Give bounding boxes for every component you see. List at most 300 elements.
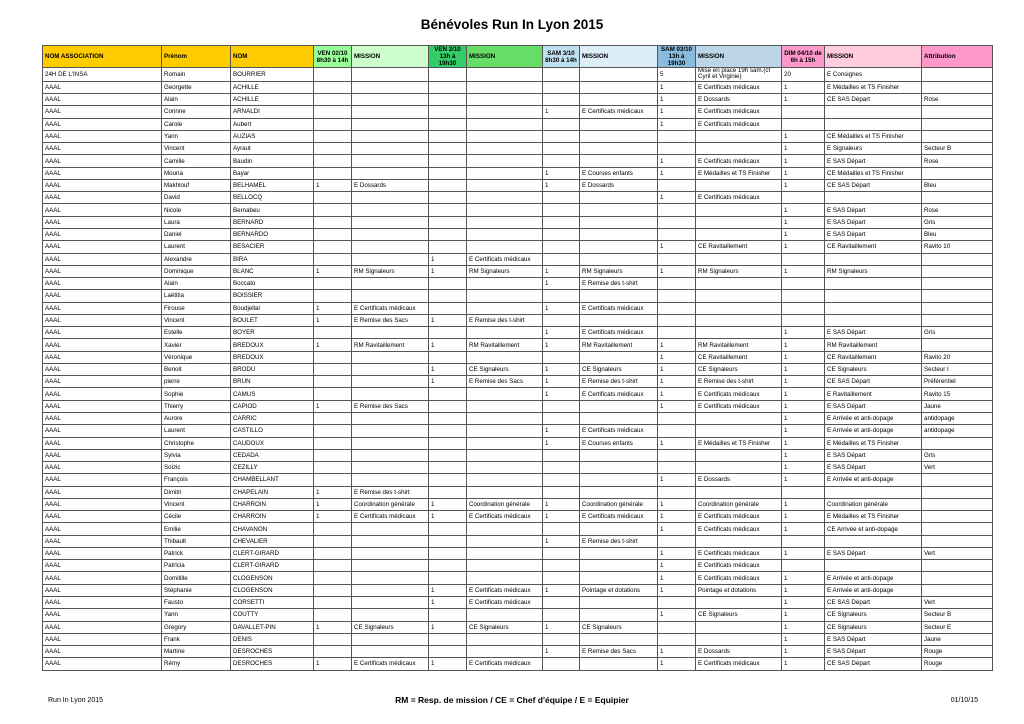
table-cell: AAAL bbox=[43, 621, 162, 633]
table-cell bbox=[658, 596, 696, 608]
table-cell bbox=[352, 412, 429, 424]
table-cell bbox=[696, 425, 782, 437]
header-row bbox=[43, 46, 993, 68]
table-cell bbox=[543, 81, 580, 93]
table-cell bbox=[429, 278, 467, 290]
table-cell bbox=[467, 523, 543, 535]
table-cell bbox=[658, 486, 696, 498]
table-row bbox=[43, 351, 993, 363]
table-cell: AAAL bbox=[43, 253, 162, 265]
column-header: VEN 2/10 13h à 19h30 bbox=[429, 46, 467, 68]
table-cell bbox=[580, 523, 658, 535]
column-header: SAM 03/10 13h à 19h30 bbox=[658, 46, 696, 68]
table-cell: 1 bbox=[782, 596, 825, 608]
table-cell bbox=[696, 130, 782, 142]
table-row bbox=[43, 94, 993, 106]
table-cell bbox=[467, 572, 543, 584]
table-cell: 1 bbox=[429, 314, 467, 326]
table-cell: 1 bbox=[658, 167, 696, 179]
table-cell bbox=[467, 425, 543, 437]
table-cell bbox=[314, 290, 352, 302]
table-cell bbox=[922, 486, 993, 498]
table-cell bbox=[429, 646, 467, 658]
table-cell: AAAL bbox=[43, 633, 162, 645]
table-cell: CAUDOUX bbox=[231, 437, 314, 449]
table-row bbox=[43, 596, 993, 608]
table-cell bbox=[467, 216, 543, 228]
table-cell: BLANC bbox=[231, 265, 314, 277]
table-cell: RM Ravitaillement bbox=[825, 339, 922, 351]
table-cell: E Courses enfants bbox=[580, 167, 658, 179]
table-cell: Vert bbox=[922, 462, 993, 474]
table-cell bbox=[543, 560, 580, 572]
table-cell: 1 bbox=[782, 449, 825, 461]
table-cell bbox=[580, 192, 658, 204]
table-cell: Martine bbox=[162, 646, 231, 658]
table-cell: Vert bbox=[922, 547, 993, 559]
table-cell: 1 bbox=[782, 241, 825, 253]
table-cell bbox=[543, 596, 580, 608]
table-cell: E Certificats médicaux bbox=[467, 253, 543, 265]
table-cell bbox=[825, 192, 922, 204]
table-cell: 1 bbox=[782, 167, 825, 179]
table-cell: Pointage et dotations bbox=[580, 584, 658, 596]
table-cell: CHEVALIER bbox=[231, 535, 314, 547]
table-cell: CE Signaleurs bbox=[825, 609, 922, 621]
table-cell bbox=[696, 204, 782, 216]
table-cell: BELHAMEL bbox=[231, 179, 314, 191]
table-cell: E Certificats médicaux bbox=[352, 302, 429, 314]
table-cell: 1 bbox=[782, 351, 825, 363]
table-row bbox=[43, 437, 993, 449]
table-cell bbox=[696, 302, 782, 314]
table-cell: Soizic bbox=[162, 462, 231, 474]
table-cell bbox=[429, 351, 467, 363]
table-cell: BERNARD bbox=[231, 216, 314, 228]
table-cell: Ravito 10 bbox=[922, 241, 993, 253]
table-cell bbox=[352, 229, 429, 241]
table-cell: AAAL bbox=[43, 302, 162, 314]
table-cell: BREDOUX bbox=[231, 339, 314, 351]
table-cell bbox=[314, 547, 352, 559]
table-cell: 1 bbox=[543, 437, 580, 449]
table-cell bbox=[467, 155, 543, 167]
table-cell: Benoit bbox=[162, 363, 231, 375]
table-cell bbox=[314, 130, 352, 142]
table-cell: E Courses enfants bbox=[580, 437, 658, 449]
table-cell: CHAMBELLANT bbox=[231, 474, 314, 486]
table-cell: Rouge bbox=[922, 646, 993, 658]
table-cell: antidopage bbox=[922, 425, 993, 437]
table-cell: E SAS Départ bbox=[825, 646, 922, 658]
table-cell: Christophe bbox=[162, 437, 231, 449]
table-cell bbox=[580, 547, 658, 559]
table-cell: AAAL bbox=[43, 278, 162, 290]
table-cell bbox=[543, 633, 580, 645]
table-cell: 1 bbox=[658, 241, 696, 253]
table-cell bbox=[314, 253, 352, 265]
table-cell bbox=[543, 204, 580, 216]
table-cell bbox=[352, 547, 429, 559]
table-cell bbox=[467, 486, 543, 498]
table-cell: E SAS Départ bbox=[825, 462, 922, 474]
table-cell: Patricia bbox=[162, 560, 231, 572]
table-cell bbox=[429, 192, 467, 204]
table-cell bbox=[658, 253, 696, 265]
table-cell: AAAL bbox=[43, 363, 162, 375]
table-cell bbox=[314, 118, 352, 130]
table-cell: CE SAS Départ bbox=[825, 179, 922, 191]
table-cell: 1 bbox=[543, 388, 580, 400]
table-cell: Mouna bbox=[162, 167, 231, 179]
table-cell: E Dossards bbox=[696, 646, 782, 658]
table-cell: E Dossards bbox=[580, 179, 658, 191]
table-cell: RM Ravitaillement bbox=[467, 339, 543, 351]
table-cell bbox=[352, 646, 429, 658]
table-cell: AAAL bbox=[43, 376, 162, 388]
table-row bbox=[43, 535, 993, 547]
table-cell bbox=[429, 216, 467, 228]
table-cell bbox=[922, 560, 993, 572]
table-cell: Rose bbox=[922, 155, 993, 167]
table-cell bbox=[658, 633, 696, 645]
table-cell: Coordination générale bbox=[580, 498, 658, 510]
table-cell: Rose bbox=[922, 94, 993, 106]
table-cell bbox=[352, 572, 429, 584]
table-cell bbox=[922, 265, 993, 277]
table-cell: E Certificats médicaux bbox=[580, 425, 658, 437]
table-cell bbox=[429, 560, 467, 572]
column-header: NOM ASSOCIATION bbox=[43, 46, 162, 68]
table-cell: AAAL bbox=[43, 547, 162, 559]
table-cell bbox=[658, 425, 696, 437]
table-cell bbox=[922, 523, 993, 535]
table-cell bbox=[696, 179, 782, 191]
table-cell bbox=[580, 290, 658, 302]
table-cell: E Certificats médicaux bbox=[580, 388, 658, 400]
table-cell bbox=[580, 94, 658, 106]
table-cell: 1 bbox=[658, 437, 696, 449]
table-cell bbox=[543, 474, 580, 486]
table-cell bbox=[543, 449, 580, 461]
table-cell bbox=[314, 106, 352, 118]
table-cell bbox=[352, 327, 429, 339]
table-cell: Secteur E bbox=[922, 621, 993, 633]
table-cell bbox=[314, 351, 352, 363]
table-cell: AAAL bbox=[43, 81, 162, 93]
table-cell bbox=[352, 204, 429, 216]
table-cell: E Consignes bbox=[825, 68, 922, 82]
table-cell bbox=[580, 130, 658, 142]
table-cell bbox=[314, 241, 352, 253]
table-cell: E Certificats médicaux bbox=[467, 596, 543, 608]
table-cell: AAAL bbox=[43, 167, 162, 179]
table-row bbox=[43, 658, 993, 670]
table-cell bbox=[580, 118, 658, 130]
table-cell: Laura bbox=[162, 216, 231, 228]
table-cell: Vincent bbox=[162, 498, 231, 510]
table-cell: 1 bbox=[429, 511, 467, 523]
table-cell: RM Signaleurs bbox=[467, 265, 543, 277]
table-cell: AAAL bbox=[43, 118, 162, 130]
table-cell: 1 bbox=[429, 584, 467, 596]
table-cell: AAAL bbox=[43, 596, 162, 608]
table-cell bbox=[467, 143, 543, 155]
table-cell: CEDADA bbox=[231, 449, 314, 461]
table-cell bbox=[543, 130, 580, 142]
table-cell bbox=[658, 290, 696, 302]
table-cell: Nicole bbox=[162, 204, 231, 216]
column-header: MISSION bbox=[696, 46, 782, 68]
table-cell bbox=[467, 302, 543, 314]
table-cell bbox=[922, 253, 993, 265]
table-cell: 1 bbox=[429, 498, 467, 510]
table-cell bbox=[352, 167, 429, 179]
table-cell: CE Signaleurs bbox=[696, 363, 782, 375]
table-row bbox=[43, 290, 993, 302]
table-cell: 1 bbox=[658, 339, 696, 351]
table-cell bbox=[580, 81, 658, 93]
table-cell bbox=[467, 278, 543, 290]
table-cell bbox=[467, 609, 543, 621]
table-cell: 1 bbox=[658, 572, 696, 584]
table-cell: 1 bbox=[782, 229, 825, 241]
table-cell: AAAL bbox=[43, 94, 162, 106]
table-cell bbox=[429, 241, 467, 253]
table-cell: E SAS Départ bbox=[825, 327, 922, 339]
column-header: Attribution bbox=[922, 46, 993, 68]
table-cell: Laurent bbox=[162, 241, 231, 253]
table-cell: Camille bbox=[162, 155, 231, 167]
column-header: DIM 04/10 de 6h à 15h bbox=[782, 46, 825, 68]
table-row bbox=[43, 68, 993, 82]
table-cell bbox=[352, 143, 429, 155]
table-cell bbox=[352, 425, 429, 437]
table-cell bbox=[782, 118, 825, 130]
table-cell bbox=[429, 486, 467, 498]
table-cell: 1 bbox=[429, 253, 467, 265]
document-title: Bénévoles Run In Lyon 2015 bbox=[420, 17, 604, 32]
table-row bbox=[43, 609, 993, 621]
table-cell bbox=[658, 412, 696, 424]
table-cell bbox=[352, 596, 429, 608]
table-cell: Ravito 15 bbox=[922, 388, 993, 400]
table-cell: AAAL bbox=[43, 229, 162, 241]
table-cell bbox=[696, 449, 782, 461]
column-header: MISSION bbox=[352, 46, 429, 68]
table-cell: Vincent bbox=[162, 314, 231, 326]
table-cell: 1 bbox=[782, 498, 825, 510]
table-cell: 1 bbox=[543, 376, 580, 388]
table-cell: AAAL bbox=[43, 351, 162, 363]
table-cell: E Certificats médicaux bbox=[580, 327, 658, 339]
table-cell: E Arrivée et anti-dopage bbox=[825, 425, 922, 437]
table-cell: AAAL bbox=[43, 474, 162, 486]
table-cell: AAAL bbox=[43, 314, 162, 326]
table-cell bbox=[429, 535, 467, 547]
table-cell: Bleu bbox=[922, 229, 993, 241]
table-cell bbox=[922, 572, 993, 584]
table-cell bbox=[696, 253, 782, 265]
table-cell bbox=[429, 572, 467, 584]
table-cell: CE Signaleurs bbox=[825, 363, 922, 375]
table-cell bbox=[696, 535, 782, 547]
table-cell bbox=[429, 388, 467, 400]
table-cell: 1 bbox=[429, 339, 467, 351]
table-cell bbox=[922, 535, 993, 547]
table-cell bbox=[922, 584, 993, 596]
table-cell bbox=[658, 535, 696, 547]
table-cell bbox=[543, 658, 580, 670]
table-cell bbox=[352, 192, 429, 204]
table-cell bbox=[543, 143, 580, 155]
table-cell bbox=[352, 351, 429, 363]
table-cell: CE Ravitaillement bbox=[825, 241, 922, 253]
table-cell: 1 bbox=[314, 658, 352, 670]
table-cell bbox=[580, 143, 658, 155]
table-cell: 1 bbox=[782, 633, 825, 645]
table-cell: 1 bbox=[543, 106, 580, 118]
table-cell bbox=[543, 229, 580, 241]
table-cell: 1 bbox=[782, 143, 825, 155]
table-cell: 1 bbox=[543, 646, 580, 658]
table-cell: AAAL bbox=[43, 425, 162, 437]
table-cell: E Certificats médicaux bbox=[696, 523, 782, 535]
table-cell bbox=[352, 81, 429, 93]
table-cell bbox=[314, 204, 352, 216]
table-cell: 1 bbox=[782, 462, 825, 474]
table-cell: Ayraut bbox=[231, 143, 314, 155]
table-cell: E Certificats médicaux bbox=[580, 302, 658, 314]
table-cell: 1 bbox=[314, 511, 352, 523]
table-cell bbox=[314, 388, 352, 400]
table-cell: Coordination générale bbox=[352, 498, 429, 510]
table-cell: 1 bbox=[429, 658, 467, 670]
table-cell bbox=[922, 302, 993, 314]
table-cell: 1 bbox=[658, 560, 696, 572]
table-cell: Thibault bbox=[162, 535, 231, 547]
table-cell bbox=[467, 94, 543, 106]
table-cell bbox=[782, 253, 825, 265]
table-cell: 20 bbox=[782, 68, 825, 82]
table-cell: Corinne bbox=[162, 106, 231, 118]
table-cell: AAAL bbox=[43, 609, 162, 621]
table-cell: CE Ravitaillement bbox=[696, 241, 782, 253]
table-row bbox=[43, 241, 993, 253]
table-cell: Jaune bbox=[922, 400, 993, 412]
table-cell: 24H DE L'INSA bbox=[43, 68, 162, 82]
table-cell bbox=[352, 68, 429, 82]
table-cell bbox=[658, 449, 696, 461]
table-cell bbox=[580, 216, 658, 228]
table-cell bbox=[467, 462, 543, 474]
table-cell: Secteur B bbox=[922, 143, 993, 155]
table-cell: 1 bbox=[314, 302, 352, 314]
table-cell bbox=[314, 560, 352, 572]
table-cell: RM Signaleurs bbox=[825, 265, 922, 277]
table-cell: AAAL bbox=[43, 143, 162, 155]
table-cell bbox=[429, 130, 467, 142]
table-cell: Sylvia bbox=[162, 449, 231, 461]
table-cell bbox=[352, 535, 429, 547]
table-cell bbox=[543, 216, 580, 228]
table-cell: E SAS Départ bbox=[825, 204, 922, 216]
table-cell bbox=[429, 523, 467, 535]
table-cell bbox=[580, 351, 658, 363]
table-cell bbox=[580, 474, 658, 486]
table-cell: 1 bbox=[658, 118, 696, 130]
table-cell: E Arrivée et anti-dopage bbox=[825, 584, 922, 596]
table-cell bbox=[314, 523, 352, 535]
table-cell: 1 bbox=[782, 179, 825, 191]
table-cell: CORSETTI bbox=[231, 596, 314, 608]
table-cell: 1 bbox=[658, 192, 696, 204]
table-cell bbox=[543, 547, 580, 559]
table-cell: AAAL bbox=[43, 449, 162, 461]
table-cell bbox=[825, 560, 922, 572]
table-cell: Vert bbox=[922, 596, 993, 608]
table-body bbox=[43, 68, 993, 671]
table-cell: Dominique bbox=[162, 265, 231, 277]
table-cell: 1 bbox=[782, 511, 825, 523]
table-cell bbox=[922, 118, 993, 130]
table-cell: E Certificats médicaux bbox=[352, 658, 429, 670]
table-cell bbox=[352, 118, 429, 130]
table-cell: Mise en place 19h sam.(cf Cyril et Virginie) bbox=[696, 68, 782, 82]
table-cell: RM Ravitaillement bbox=[352, 339, 429, 351]
table-cell bbox=[782, 535, 825, 547]
table-row bbox=[43, 412, 993, 424]
table-cell: DESROCHES bbox=[231, 658, 314, 670]
table-cell: AAAL bbox=[43, 216, 162, 228]
table-cell bbox=[467, 204, 543, 216]
table-cell: AAAL bbox=[43, 106, 162, 118]
table-cell: Jaune bbox=[922, 633, 993, 645]
table-cell bbox=[314, 155, 352, 167]
table-cell bbox=[314, 376, 352, 388]
table-cell bbox=[696, 596, 782, 608]
table-cell: Alain bbox=[162, 278, 231, 290]
table-cell: E Certificats médicaux bbox=[467, 658, 543, 670]
footer-date: 01/10/15 bbox=[950, 697, 978, 704]
table-cell: AAAL bbox=[43, 400, 162, 412]
table-cell bbox=[825, 278, 922, 290]
table-cell: E Remise des Sacs bbox=[580, 646, 658, 658]
table-cell: 1 bbox=[782, 621, 825, 633]
table-cell bbox=[696, 216, 782, 228]
table-cell bbox=[825, 106, 922, 118]
table-cell: E Remise des t-shirt bbox=[467, 314, 543, 326]
table-cell: Coordination générale bbox=[825, 498, 922, 510]
table-cell bbox=[467, 192, 543, 204]
table-cell: CE Signaleurs bbox=[467, 621, 543, 633]
table-cell: CE Médailles et TS Finisher bbox=[825, 130, 922, 142]
table-cell: BOYER bbox=[231, 327, 314, 339]
table-cell bbox=[352, 474, 429, 486]
table-cell: CLERT-GIRARD bbox=[231, 547, 314, 559]
table-cell bbox=[352, 94, 429, 106]
table-cell bbox=[314, 633, 352, 645]
table-cell: 1 bbox=[658, 363, 696, 375]
table-row bbox=[43, 633, 993, 645]
table-cell: 1 bbox=[543, 278, 580, 290]
table-cell: 1 bbox=[314, 486, 352, 498]
table-cell: E Arrivée et anti-dopage bbox=[825, 412, 922, 424]
table-cell: Gris bbox=[922, 327, 993, 339]
table-cell: CE SAS Départ bbox=[825, 94, 922, 106]
table-cell bbox=[314, 596, 352, 608]
table-row bbox=[43, 572, 993, 584]
